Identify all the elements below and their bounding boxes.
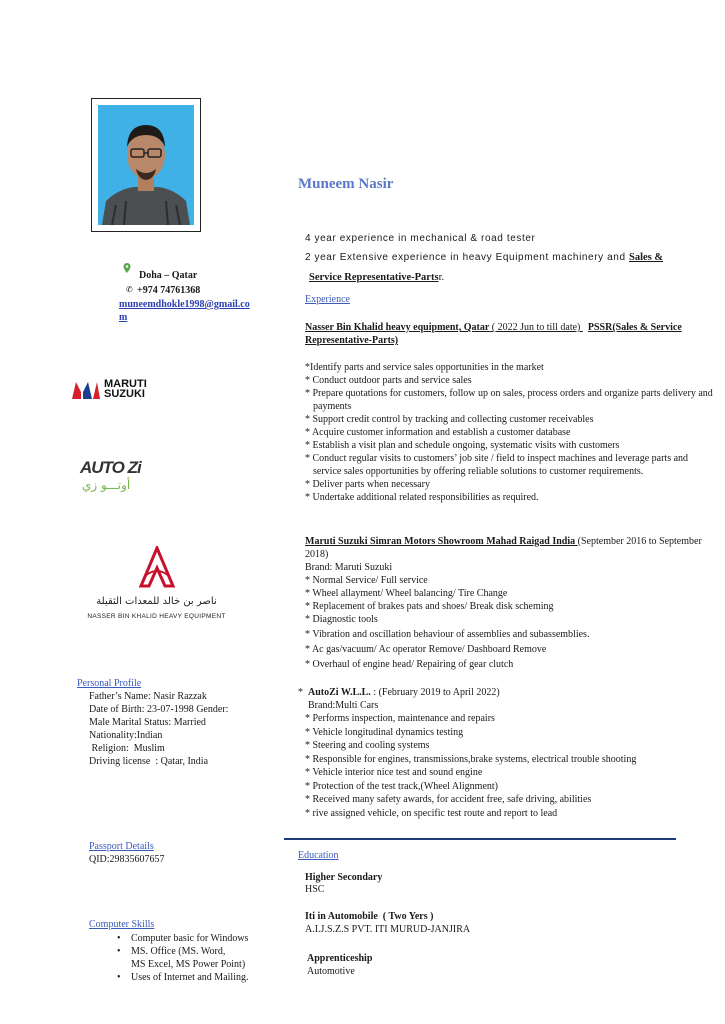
list-item: • Computer basic for Windows xyxy=(117,933,249,944)
education-title: Iti in Automobile ( Two Yers ) xyxy=(305,911,434,922)
list-item: * Conduct regular visits to customers’ job site / field to inspect machines and leverage parts and service sales opportunities by offering reliable solutions to customer requirements. xyxy=(305,453,689,477)
candidate-name: Muneem Nasir xyxy=(298,176,394,192)
list-item: * Steering and cooling systems xyxy=(305,740,430,751)
list-item: * Ac gas/vacuum/ Ac operator Remove/ Dashboard Remove xyxy=(305,644,547,655)
experience-heading: Experience xyxy=(305,294,350,305)
list-item: * Deliver parts when necessary xyxy=(305,479,430,490)
maruti-suzuki-logo: MARUTI SUZUKI xyxy=(71,379,161,401)
education-detail: Automotive xyxy=(307,966,355,977)
list-item: Male Marital Status: Married xyxy=(89,717,206,728)
job1-duties xyxy=(305,361,715,504)
list-item: * Prepare quotations for customers, follow up on sales, process orders and organize parts delivery and payments xyxy=(305,388,713,412)
list-item: * Overhaul of engine head/ Repairing of gear clutch xyxy=(305,659,514,670)
list-item: MS Excel, MS Power Point) xyxy=(131,959,246,970)
passport-heading: Passport Details xyxy=(89,841,154,852)
list-item: * Normal Service/ Full service xyxy=(305,575,428,586)
job3-duties xyxy=(305,712,715,820)
list-item: Date of Birth: 23-07-1998 Gender: xyxy=(89,704,229,715)
education-title: Higher Secondary xyxy=(305,872,383,883)
list-item: Nationality:Indian xyxy=(89,730,163,741)
education-heading: Education xyxy=(298,850,339,861)
profile-photo xyxy=(91,98,201,232)
contact-location: Doha – Qatar xyxy=(139,270,198,281)
section-divider xyxy=(284,838,676,840)
list-item: * Undertake additional related responsibilities as required. xyxy=(305,492,539,503)
list-item: Driving license : Qatar, India xyxy=(89,756,209,767)
list-item: • MS. Office (MS. Word, xyxy=(117,946,226,957)
job2-header: Maruti Suzuki Simran Motors Showroom Mahad Raigad India (September 2016 to September 2018) xyxy=(305,536,702,560)
education-title: Apprenticeship xyxy=(307,953,373,964)
contact-phone: +974 74761368 xyxy=(137,285,201,296)
job2-duties xyxy=(305,574,715,671)
autozi-logo: AUTO Zi أوتـــو زي xyxy=(80,458,141,492)
nasser-bin-khalid-logo: ناصر بن خالد للمعدات الثقيلة NASSER BIN KHALID HEAVY EQUIPMENT xyxy=(74,546,239,626)
passport-qid: QID:29835607657 xyxy=(89,854,165,865)
phone-icon: ✆ xyxy=(126,285,133,294)
summary-line-2: 2 year Extensive experience in heavy Equipment machinery and Sales & xyxy=(305,252,664,263)
job1-header: Nasser Bin Khalid heavy equipment, Qatar ( 2022 Jun to till date) PSSR(Sales & Service Representative-Parts) xyxy=(305,322,682,346)
list-item: * Diagnostic tools xyxy=(305,614,378,625)
job3-header: * AutoZi W.L.L. : (February 2019 to April 2022) xyxy=(298,687,500,698)
list-item: * Establish a visit plan and schedule ongoing, systematic visits with customers xyxy=(305,440,620,451)
list-item: * Acquire customer information and establish a customer database xyxy=(305,427,571,438)
list-item: * Wheel allayment/ Wheel balancing/ Tire Change xyxy=(305,588,508,599)
summary-line-3: Service Representative-Partsr. xyxy=(309,272,445,283)
list-item: * Vibration and oscillation behaviour of assemblies and subassemblies. xyxy=(305,629,590,640)
computer-skills-heading: Computer Skills xyxy=(89,919,155,930)
list-item: * Replacement of brakes pats and shoes/ Break disk scheming xyxy=(305,601,554,612)
list-item: Father’s Name: Nasir Razzak xyxy=(89,691,207,702)
list-item: * Support credit control by tracking and collecting customer receivables xyxy=(305,414,594,425)
list-item: * Responsible for engines, transmissions,brake systems, electrical trouble shooting xyxy=(305,753,637,765)
list-item: * rive assigned vehicle, on specific test route and report to lead xyxy=(305,807,558,819)
list-item: * Protection of the test track,(Wheel Alignment) xyxy=(305,780,498,792)
computer-skills-list xyxy=(107,932,248,984)
education-detail: A.I.J.S.Z.S PVT. ITI MURUD-JANJIRA xyxy=(305,924,471,935)
list-item: * Performs inspection, maintenance and repairs xyxy=(305,713,495,724)
job3-brand: Brand:Multi Cars xyxy=(308,700,379,711)
summary-line-1: 4 year experience in mechanical & road tester xyxy=(305,233,536,244)
location-pin-icon xyxy=(123,263,131,277)
personal-profile-heading: Personal Profile xyxy=(77,678,142,689)
list-item: *Identify parts and service sales opportunities in the market xyxy=(305,362,544,373)
list-item: Religion: Muslim xyxy=(89,743,165,754)
education-detail: HSC xyxy=(305,884,325,895)
personal-profile-details xyxy=(89,690,228,768)
email-link[interactable]: muneemdhokle1998@gmail.co m xyxy=(119,299,250,323)
list-item: * Vehicle interior nice test and sound engine xyxy=(305,767,483,778)
list-item: • Uses of Internet and Mailing. xyxy=(117,972,249,983)
job2-brand: Brand: Maruti Suzuki xyxy=(305,562,393,573)
list-item: * Conduct outdoor parts and service sales xyxy=(305,375,472,386)
list-item: * Vehicle longitudinal dynamics testing xyxy=(305,726,464,738)
list-item: * Received many safety awards, for accident free, safe driving, abilities xyxy=(305,794,592,805)
